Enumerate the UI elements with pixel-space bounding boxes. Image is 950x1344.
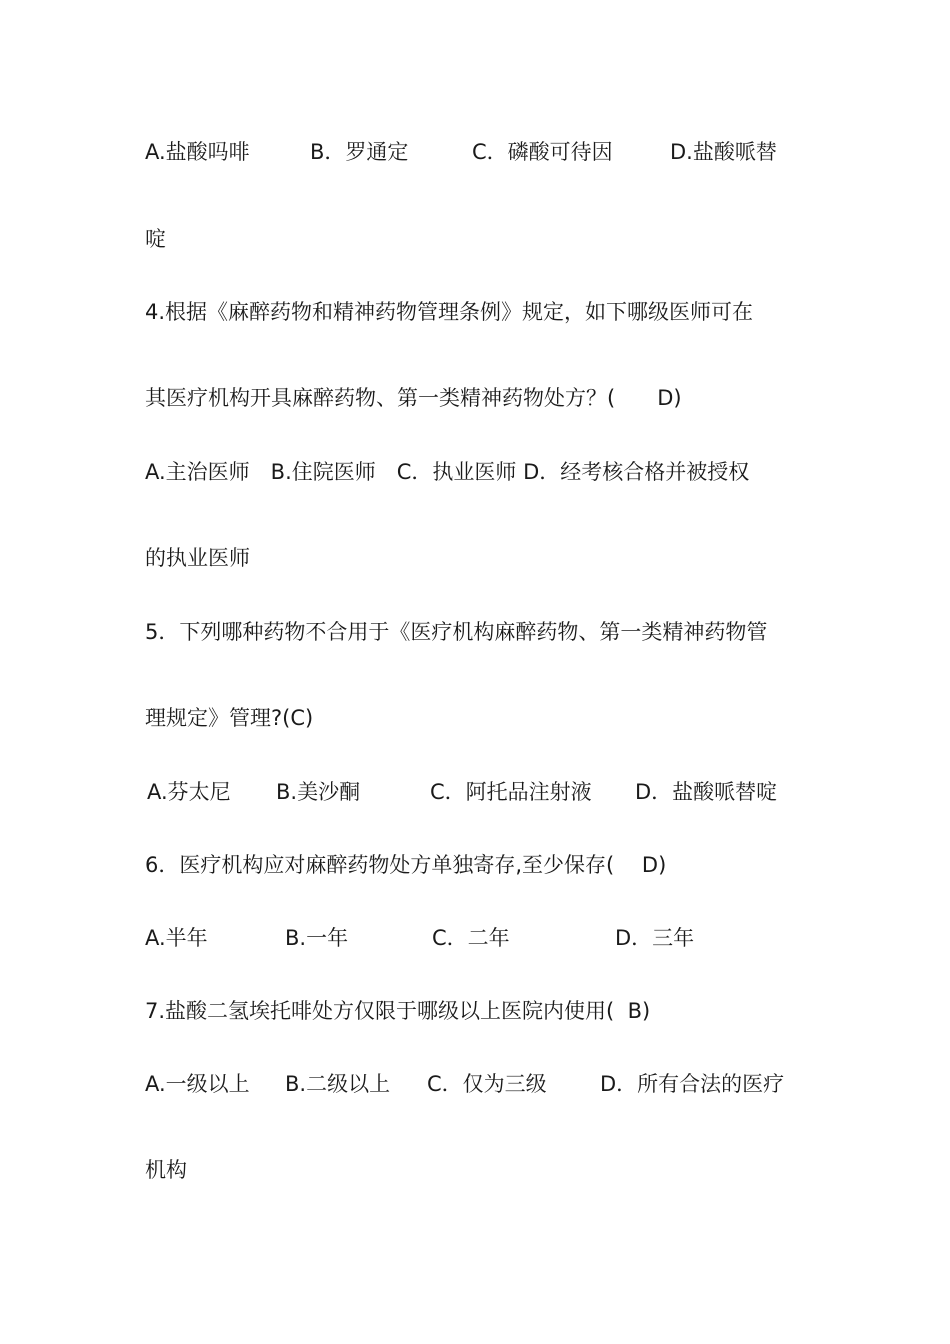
q3-option-a: A.盐酸吗啡 [145, 140, 250, 164]
q4-question-line-1: 4.根据《麻醉药物和精神药物管理条例》规定，如下哪级医师可在 [145, 300, 754, 324]
q3-options-continued: 啶 [145, 227, 166, 251]
q7-option-c: C．仅为三级 [427, 1072, 547, 1096]
q6-option-a: A.半年 [145, 926, 208, 950]
q6-option-d: D．三年 [615, 926, 695, 950]
q4-options-line-1: A.主治医师 B.住院医师 C．执业医师 D．经考核合格并被授权 [145, 460, 750, 484]
q3-option-c: C．磷酸可待因 [472, 140, 613, 164]
q5-question-line-2: 理规定》管理?(C) [145, 706, 314, 730]
q6-question-line-1: 6．医疗机构应对麻醉药物处方单独寄存,至少保存( D) [145, 853, 667, 877]
q7-question-line-1: 7.盐酸二氢埃托啡处方仅限于哪级以上医院内使用( B) [145, 999, 651, 1023]
q5-option-d: D．盐酸哌替啶 [635, 780, 778, 804]
q5-question-line-1: 5．下列哪种药物不合用于《医疗机构麻醉药物、第一类精神药物管 [145, 620, 768, 644]
q7-options-continued: 机构 [145, 1158, 187, 1182]
q4-options-line-2: 的执业医师 [145, 546, 250, 570]
q7-option-b: B.二级以上 [285, 1072, 391, 1096]
q7-option-d: D．所有合法的医疗 [600, 1072, 785, 1096]
q5-option-a: A.芬太尼 [147, 780, 231, 804]
q5-option-b: B.美沙酮 [276, 780, 361, 804]
q4-question-line-2: 其医疗机构开具麻醉药物、第一类精神药物处方？( D) [145, 386, 682, 410]
q5-option-c: C．阿托品注射液 [430, 780, 592, 804]
q6-option-c: C．二年 [432, 926, 510, 950]
q6-option-b: B.一年 [285, 926, 349, 950]
q3-option-b: B．罗通定 [310, 140, 409, 164]
q7-option-a: A.一级以上 [145, 1072, 250, 1096]
q3-option-d: D.盐酸哌替 [670, 140, 777, 164]
